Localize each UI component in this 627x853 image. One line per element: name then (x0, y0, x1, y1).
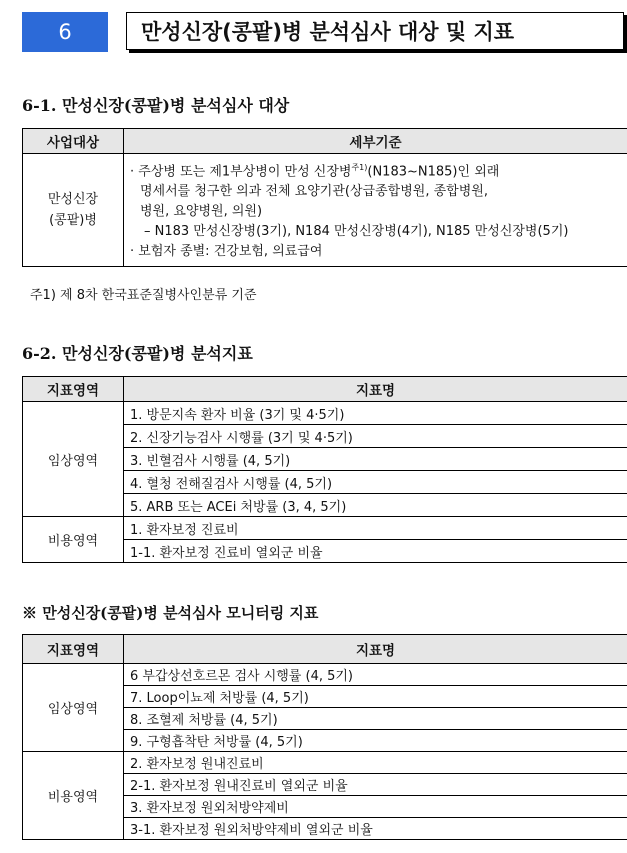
criteria-line: 명세서를 청구한 의과 전체 요양기관(상급종합병원, 종합병원, (140, 184, 488, 200)
indicator-item: 9. 구형흡착탄 처방률 (4, 5기) (124, 730, 627, 752)
indicator-item: 4. 혈청 전해질검사 시행률 (4, 5기) (124, 471, 627, 494)
area-cell: 비용영역 (23, 517, 124, 563)
monitoring-table (22, 634, 627, 840)
column-header: 지표명 (124, 635, 627, 664)
column-header: 세부기준 (124, 129, 627, 154)
area-cell: 임상영역 (23, 664, 124, 752)
footnote: 주1) 제 8차 한국표준질병사인분류 기준 (30, 288, 257, 303)
criteria-line: · 주상병 또는 제1부상병이 만성 신장병$^{주1)}$(N183~N185)인 외래 (130, 163, 500, 180)
chapter-header (22, 12, 108, 52)
column-header: 지표영역 (23, 377, 124, 402)
indicator-item: 3. 환자보정 원외처방약제비 (124, 796, 627, 818)
indicator-item: 1. 환자보정 진료비 (124, 517, 627, 540)
indicator-item: 1-1. 환자보정 진료비 열외군 비율 (124, 540, 627, 563)
target-table (22, 128, 627, 267)
indicator-item: 2. 환자보정 원내진료비 (124, 752, 627, 774)
criteria-line: 병원, 요양병원, 의원) (140, 204, 263, 220)
section2-title: 6-2. 만성신장(콩팥)병 분석지표 (22, 344, 253, 363)
column-header: 지표명 (124, 377, 627, 402)
indicator-item: 2. 신장기능검사 시행률 (3기 및 4·5기) (124, 425, 627, 448)
indicator-item: 7. Loop이뇨제 처방률 (4, 5기) (124, 686, 627, 708)
indicator-item: 5. ARB 또는 ACEi 처방률 (3, 4, 5기) (124, 494, 627, 517)
section3-title: ※ 만성신장(콩팥)병 분석심사 모니터링 지표 (22, 604, 319, 622)
indicator-item: 6 부갑상선호르몬 검사 시행률 (4, 5기) (124, 664, 627, 686)
criteria-line: · 보험자 종별: 건강보험, 의료급여 (130, 244, 323, 260)
chapter-title: 만성신장(콩팥)병 분석심사 대상 및 지표 (126, 12, 624, 50)
target-line: 만성신장 (47, 192, 99, 208)
indicator-item: 3. 빈혈검사 시행률 (4, 5기) (124, 448, 627, 471)
criteria-line: – N183 만성신장병(3기), N184 만성신장병(4기), N185 만성신장병(5기) (144, 224, 569, 240)
indicator-item: 8. 조혈제 처방률 (4, 5기) (124, 708, 627, 730)
target-line: (콩팥)병 (49, 213, 97, 229)
criteria-cell (124, 154, 627, 267)
area-cell: 임상영역 (23, 402, 124, 517)
column-header: 지표영역 (23, 635, 124, 664)
target-cell (23, 154, 124, 267)
indicator-table (22, 376, 627, 563)
section1-title: 6-1. 만성신장(콩팥)병 분석심사 대상 (22, 96, 290, 115)
chapter-number: 6 (22, 12, 108, 52)
indicator-item: 3-1. 환자보정 원외처방약제비 열외군 비율 (124, 818, 627, 840)
column-header: 사업대상 (23, 129, 124, 154)
indicator-item: 2-1. 환자보정 원내진료비 열외군 비율 (124, 774, 627, 796)
indicator-item: 1. 방문지속 환자 비율 (3기 및 4·5기) (124, 402, 627, 425)
area-cell: 비용영역 (23, 752, 124, 840)
